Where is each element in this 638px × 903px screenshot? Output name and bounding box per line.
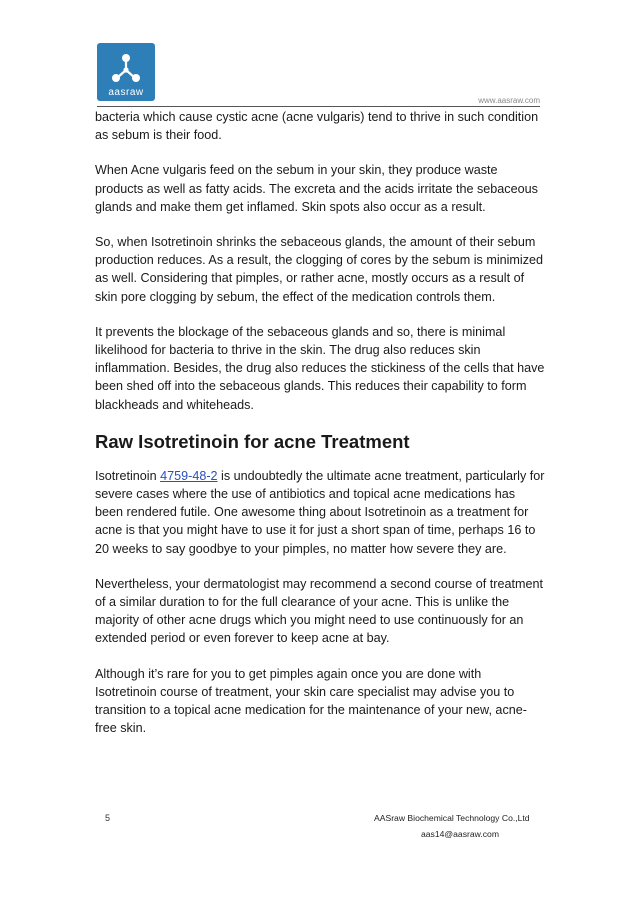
paragraph-text: Isotretinoin: [95, 468, 161, 483]
cas-number-link[interactable]: 4759-48-2: [160, 468, 218, 483]
paragraph: [95, 467, 545, 558]
paragraph: bacteria which cause cystic acne (acne vulgaris) tend to thrive in such condition as sebum is their food.: [95, 110, 539, 143]
paragraph: Although it’s rare for you to get pimples again once you are done with Isotretinoin course of treatment, your skin care specialist may advise you to transition to a topical acne medication for the maintenance of your new, acne-free skin.: [95, 666, 527, 736]
paragraph: When Acne vulgaris feed on the sebum in your skin, they produce waste products as well as fatty acids. The excreta and the acids irritate the sebaceous glands and make them get inflamed. Skin spots also occur as a result.: [95, 163, 538, 214]
site-url: www.aasraw.com: [478, 96, 540, 105]
footer-email: aas14@aasraw.com: [421, 829, 499, 839]
document-body: [95, 108, 545, 754]
footer-company: AASraw Biochemical Technology Co.,Ltd: [374, 813, 530, 823]
aasraw-logo: [97, 43, 155, 101]
logo-text: aasraw: [108, 87, 144, 98]
page-number: 5: [105, 813, 111, 823]
paragraph-text: is undoubtedly the ultimate acne treatment, particularly for severe cases where the use of antibiotics and topical acne medications has been rendered futile. One awesome thing about Isotretinoin as a treatment for acne is that you might have to use it for just a short span of time, perhaps 16 to 20 weeks to say goodbye to your pimples, no matter how severe they are.: [95, 468, 545, 556]
paragraph: Nevertheless, your dermatologist may recommend a second course of treatment of a similar duration to for the full clearance of your acne. This is unlike the majority of other acne drugs which you might need to use continuously for an extended period or even forever to keep acne at bay.: [95, 576, 543, 646]
header-divider: [97, 106, 540, 107]
paragraph: So, when Isotretinoin shrinks the sebaceous glands, the amount of their sebum production reduces. As a result, the clogging of cores by the sebum is minimized as well. Considering that pimples, or rather acne, mostly occurs as a result of skin pore clogging by sebum, the effect of the medication controls them.: [95, 235, 544, 304]
molecule-icon: [111, 51, 141, 85]
section-heading: Raw Isotretinoin for acne Treatment: [95, 430, 410, 452]
paragraph: It prevents the blockage of the sebaceous glands and so, there is minimal likelihood for bacteria to thrive in the skin. The drug also reduces skin inflammation. Besides, the drug also reduces the stickiness of the cells that have been shed off into the sebaceous glands. This reduces their capability to form blackheads and whiteheads.: [95, 324, 545, 412]
